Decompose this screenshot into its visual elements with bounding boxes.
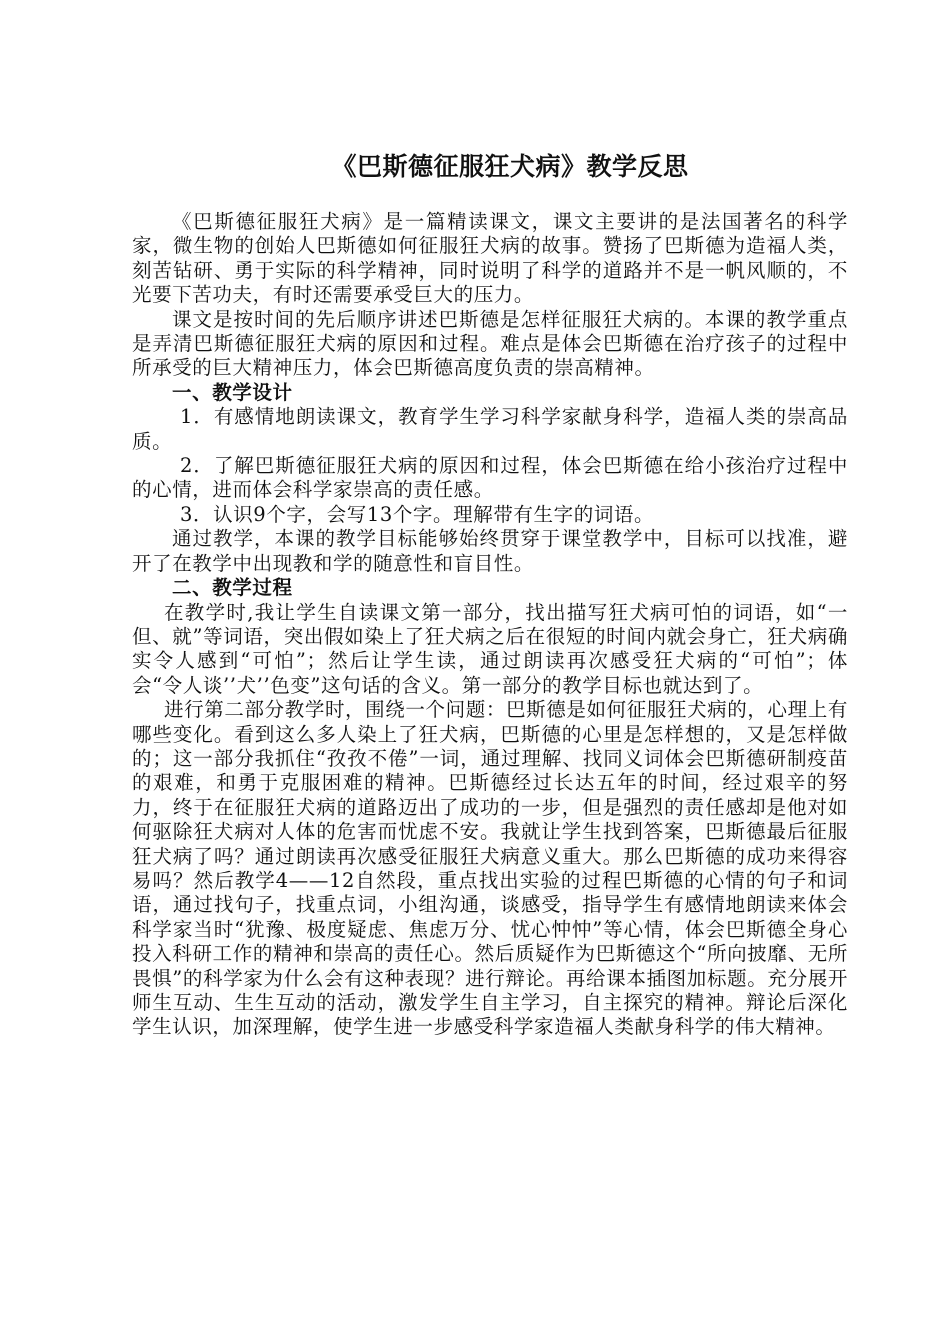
process-paragraph-1: 在教学时,我让学生自读课文第一部分，找出描写狂犬病可怕的词语，如“一但、就”等词语，突出假如染上了狂犬病之后在很短的时间内就会身亡，狂犬病确实令人感到“可怕”；然后让学生读，通过朗读再次感受狂犬病的“可怕”；体会“令人谈’’犬’’色变”这句话的含义。第一部分的教学目标也就达到了。 [132,600,848,697]
document-page [132,150,848,1040]
process-paragraph-2: 进行第二部分教学时，围绕一个问题：巴斯德是如何征服狂犬病的，心理上有哪些变化。看到这么多人染上了狂犬病，巴斯德的心里是怎样想的，又是怎样做的；这一部分我抓住“孜孜不倦”一词，通过理解、找同义词体会巴斯德研制疫苗的艰难，和勇于克服困难的精神。巴斯德经过长达五年的时间，经过艰辛的努力，终于在征服狂犬病的道路迈出了成功的一步，但是强烈的责任感却是他对如何驱除狂犬病对人体的危害而忧虑不安。我就让学生找到答案，巴斯德最后征服狂犬病了吗？通过朗读再次感受征服狂犬病意义重大。那么巴斯德的成功来得容易吗？然后教学4——12自然段，重点找出实验的过程巴斯德的心情的句子和词语，通过找句子，找重点词，小组沟通，谈感受，指导学生有感情地朗读来体会科学家当时“犹豫、极度疑虑、焦虑万分、忧心忡忡”等心情，体会巴斯德全身心投入科研工作的精神和崇高的责任心。然后质疑作为巴斯德这个“所向披靡、无所畏惧”的科学家为什么会有这种表现？进行辩论。再给课本插图加标题。充分展开师生互动、生生互动的活动，激发学生自主学习，自主探究的精神。辩论后深化学生认识，加深理解，使学生进一步感受科学家造福人类献身科学的伟大精神。 [132,698,848,1039]
design-item-3: 3．认识9个字，会写13个字。理解带有生字的词语。 [180,502,655,526]
intro-paragraph-2: 课文是按时间的先后顺序讲述巴斯德是怎样征服狂犬病的。本课的教学重点是弄清巴斯德征服狂犬病的原因和过程。难点是体会巴斯德在治疗孩子的过程中所承受的巨大精神压力，体会巴斯德高度负责的崇高精神。 [132,307,848,380]
intro-paragraph-1: 《巴斯德征服狂犬病》是一篇精读课文，课文主要讲的是法国著名的科学家，微生物的创始人巴斯德如何征服狂犬病的故事。赞扬了巴斯德为造福人类，刻苦钻研、勇于实际的科学精神，同时说明了科学的道路并不是一帆风顺的，不光要下苦功夫，有时还需要承受巨大的压力。 [132,210,848,307]
section-heading-design: 一、教学设计 [172,380,293,404]
design-summary: 通过教学，本课的教学目标能够始终贯穿于课堂教学中，目标可以找准，避开了在教学中出现教和学的随意性和盲目性。 [132,527,848,575]
design-item-1: 1．有感情地朗读课文，教育学生学习科学家献身科学，造福人类的崇高品质。 [132,405,848,453]
design-item-2: 2．了解巴斯德征服狂犬病的原因和过程，体会巴斯德在给小孩治疗过程中的心情，进而体会科学家崇高的责任感。 [132,454,848,502]
section-heading-process: 二、教学过程 [172,576,293,600]
document-title: 《巴斯德征服狂犬病》教学反思 [331,152,689,181]
